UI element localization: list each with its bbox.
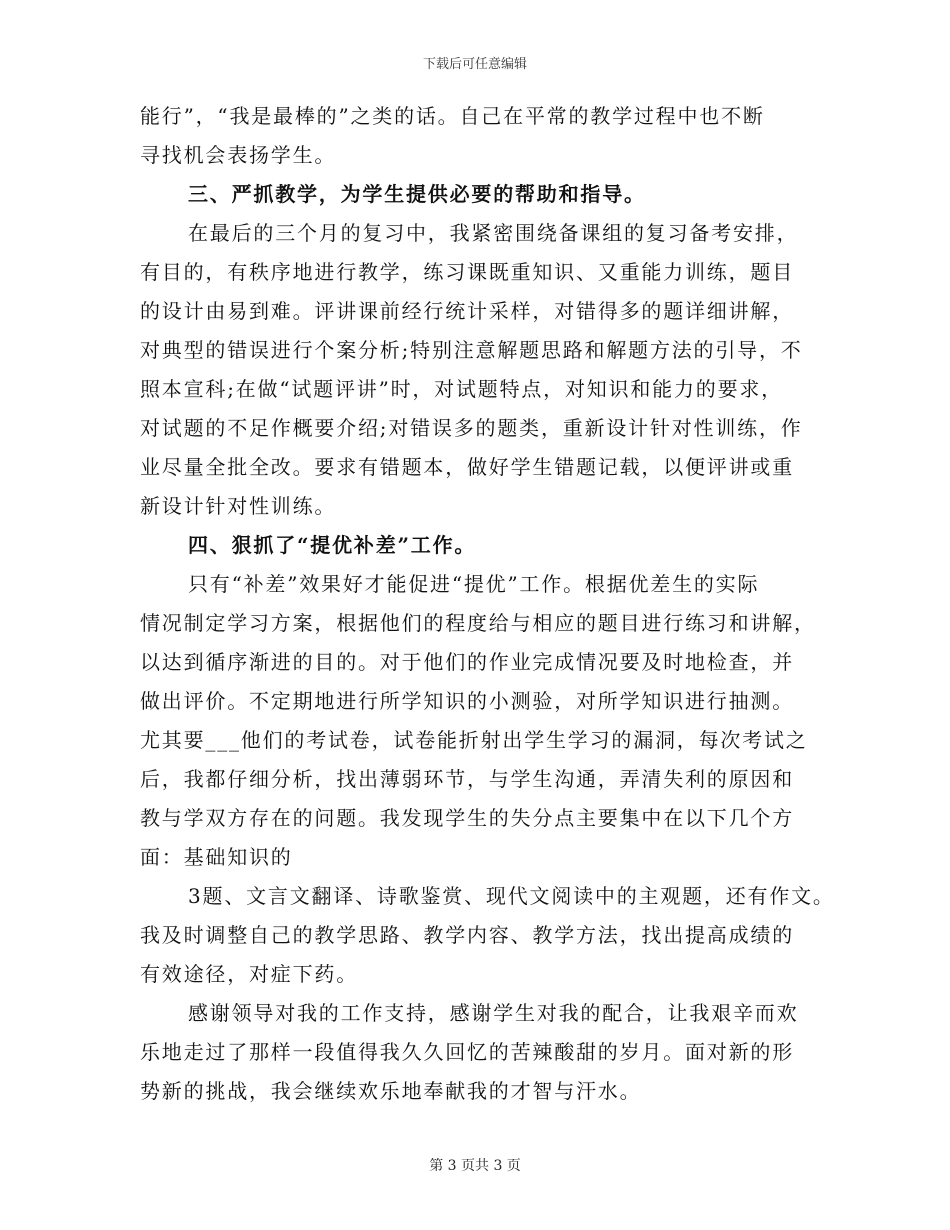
paragraph-line: 能行”，“我是最棒的”之类的话。自己在平常的教学过程中也不断 [140, 104, 765, 128]
paragraph-line: 照本宣科;在做“试题评讲”时，对试题特点，对知识和能力的要求， [140, 377, 783, 401]
paragraph-line: 新设计针对性训练。 [140, 494, 337, 518]
paragraph-line: 有目的，有秩序地进行教学，练习课既重知识、又重能力训练，题目 [140, 260, 794, 284]
paragraph-line: 后，我都仔细分析，找出薄弱环节，与学生沟通，弄清失利的原因和 [140, 767, 794, 791]
paragraph-line: 尤其要___他们的考试卷，试卷能折射出学生学习的漏洞，每次考试之 [140, 728, 808, 752]
paragraph-line: 乐地走过了那样一段值得我久久回忆的苦辣酸甜的岁月。面对新的形 [140, 1040, 794, 1064]
page-header: 下载后可任意编辑 [422, 57, 527, 72]
paragraph-line: 寻找机会表扬学生。 [140, 143, 337, 167]
paragraph-line: 有效途径，对症下药。 [140, 962, 358, 986]
paragraph-line: 在最后的三个月的复习中，我紧密围绕备课组的复习备考安排， [188, 221, 799, 245]
paragraph-line: 面：基础知识的 [140, 845, 293, 869]
paragraph-line: 对试题的不足作概要介绍;对错误多的题类，重新设计针对性训练，作 [140, 416, 803, 440]
paragraph-line: 对典型的错误进行个案分析;特别注意解题思路和解题方法的引导，不 [140, 338, 803, 362]
paragraph-line: 感谢领导对我的工作支持，感谢学生对我的配合，让我艰辛而欢 [188, 1001, 799, 1025]
section-heading: 四、狠抓了“提优补差”工作。 [188, 533, 477, 557]
paragraph-line: 只有“补差”效果好才能促进“提优”工作。根据优差生的实际 [188, 572, 760, 596]
paragraph-line: 情况制定学习方案，根据他们的程度给与相应的题目进行练习和讲解， [140, 611, 816, 635]
page-footer: 第 3 页共 3 页 [429, 1158, 521, 1174]
paragraph-line: 的设计由易到难。评讲课前经行统计采样，对错得多的题详细讲解， [140, 299, 794, 323]
paragraph-line: 教与学双方存在的问题。我发现学生的失分点主要集中在以下几个方 [140, 806, 794, 830]
paragraph-line: 势新的挑战，我会继续欢乐地奉献我的才智与汗水。 [140, 1079, 642, 1103]
paragraph-line: 做出评价。不定期地进行所学知识的小测验，对所学知识进行抽测。 [140, 689, 794, 713]
section-heading: 三、严抓教学，为学生提供必要的帮助和指导。 [188, 182, 646, 206]
paragraph-line: 3题、文言文翻译、诗歌鉴赏、现代文阅读中的主观题，还有作文。 [188, 884, 835, 908]
paragraph-line: 业尽量全批全改。要求有错题本，做好学生错题记载，以便评讲或重 [140, 455, 794, 479]
paragraph-line: 我及时调整自己的教学思路、教学内容、教学方法，找出提高成绩的 [140, 923, 794, 947]
paragraph-line: 以达到循序渐进的目的。对于他们的作业完成情况要及时地检查，并 [140, 650, 794, 674]
